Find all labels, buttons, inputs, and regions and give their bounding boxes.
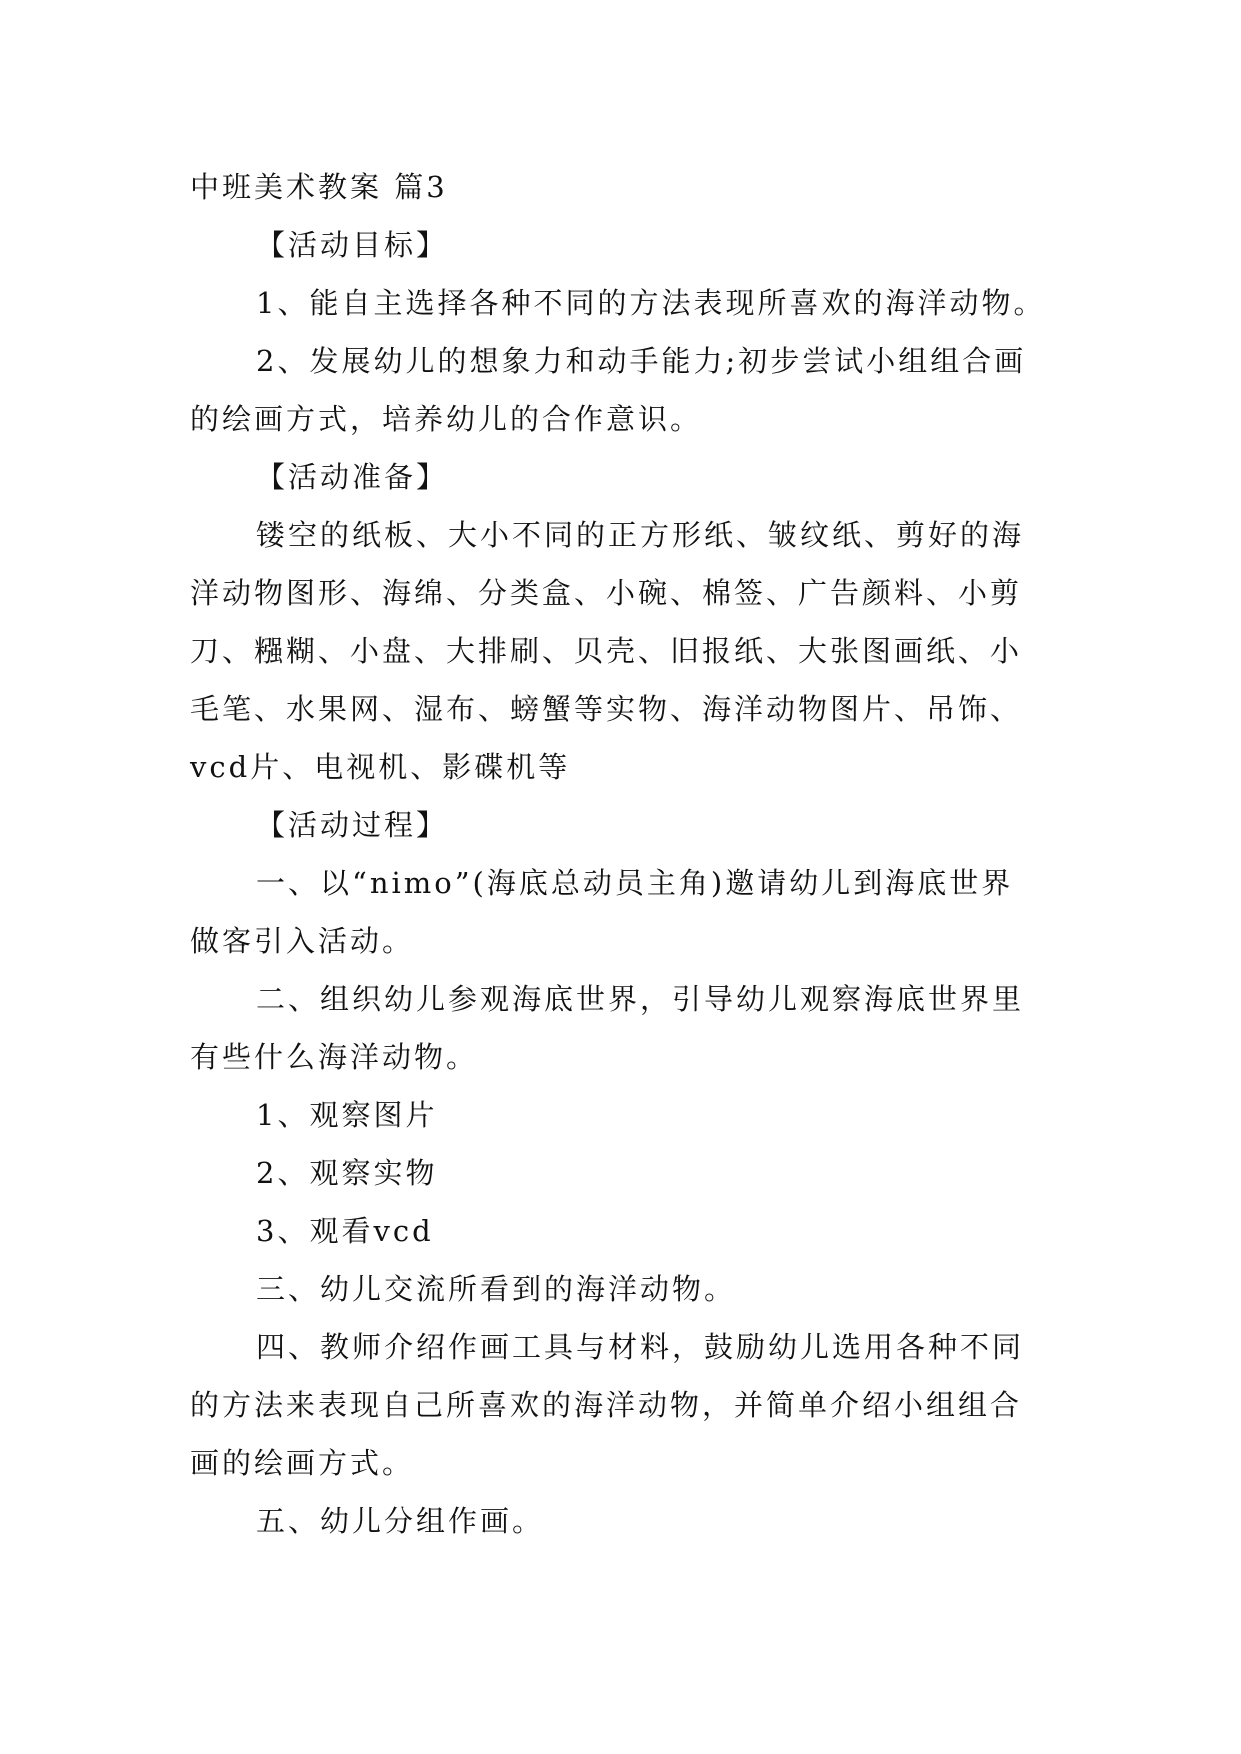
document-body [190,158,1070,1550]
paragraph-line: 一、以“nimo”(海底总动员主角)邀请幼儿到海底世界 [256,866,1014,900]
paragraph-line: 二、组织幼儿参观海底世界，引导幼儿观察海底世界里 [256,982,1025,1016]
paragraph-line: 洋动物图形、海绵、分类盒、小碗、棉签、广告颜料、小剪 [190,576,1023,610]
paragraph-line: 画的绘画方式。 [190,1446,415,1480]
list-item: 2、观察实物 [256,1156,438,1190]
document-title: 中班美术教案 篇3 [190,170,448,204]
section-heading-process: 【活动过程】 [256,808,449,842]
paragraph-line: 有些什么海洋动物。 [190,1040,479,1074]
list-item: 3、观看vcd [256,1214,434,1248]
section-heading-goals: 【活动目标】 [256,228,449,262]
paragraph-line: 做客引入活动。 [190,924,415,958]
paragraph-line: 刀、糨糊、小盘、大排刷、贝壳、旧报纸、大张图画纸、小 [190,634,1023,668]
list-item: 1、观察图片 [256,1098,438,1132]
paragraph-line: 四、教师介绍作画工具与材料，鼓励幼儿选用各种不同 [256,1330,1025,1364]
paragraph-line: 三、幼儿交流所看到的海洋动物。 [256,1272,737,1306]
paragraph-line: vcd片、电视机、影碟机等 [190,750,571,784]
paragraph-line: 镂空的纸板、大小不同的正方形纸、皱纹纸、剪好的海 [256,518,1025,552]
paragraph-line: 2、发展幼儿的想象力和动手能力;初步尝试小组组合画 [256,344,1027,378]
paragraph-line: 五、幼儿分组作画。 [256,1504,545,1538]
section-heading-preparation: 【活动准备】 [256,460,449,494]
paragraph-line: 的方法来表现自己所喜欢的海洋动物，并简单介绍小组组合 [190,1388,1023,1422]
paragraph-line: 毛笔、水果网、湿布、螃蟹等实物、海洋动物图片、吊饰、 [190,692,1023,726]
paragraph-line: 1、能自主选择各种不同的方法表现所喜欢的海洋动物。 [256,286,1046,320]
paragraph-line: 的绘画方式，培养幼儿的合作意识。 [190,402,703,436]
